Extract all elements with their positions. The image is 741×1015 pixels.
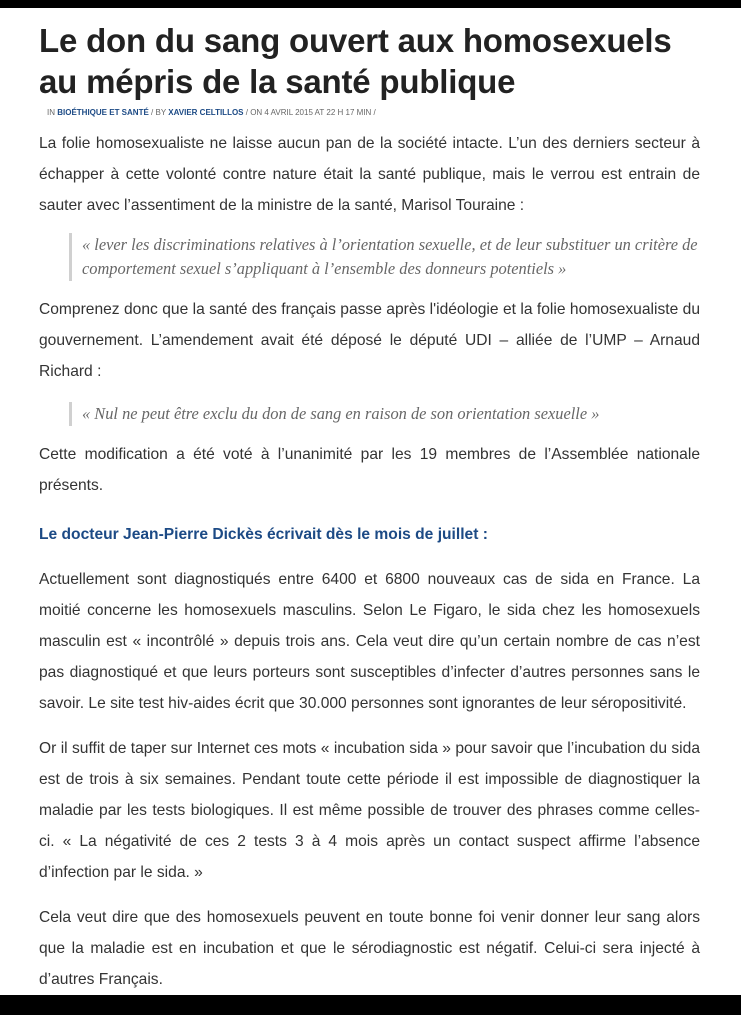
paragraph: Cette modification a été voté à l’unanimité par les 19 membres de l’Assemblée nationale présents. — [39, 446, 700, 494]
article-title: Le don du sang ouvert aux homosexuels au mépris de la santé publique — [39, 22, 672, 100]
top-frame-bar — [0, 0, 741, 8]
article-meta — [47, 107, 700, 119]
meta-date: / ON 4 AVRIL 2015 AT 22 H 17 MIN / — [245, 108, 376, 117]
article — [39, 8, 700, 995]
subheading: Le docteur Jean-Pierre Dickès écrivait dès le mois de juillet : — [39, 526, 488, 543]
bottom-frame-bar — [0, 995, 741, 1015]
paragraph: Comprenez donc que la santé des français passe après l'idéologie et la folie homosexualiste du gouvernement. L’amendement avait été déposé le député UDI – alliée de l’UMP – Arnaud Richard : — [39, 301, 700, 380]
paragraph: Actuellement sont diagnostiqués entre 6400 et 6800 nouveaux cas de sida en France. La moitié concerne les homosexuels masculins. Selon Le Figaro, le sida chez les homosexuels masculin est « incontrôlé » depuis trois ans. Cela veut dire qu’un certain nombre de cas n’est pas diagnostiqué et que leurs porteurs sont susceptibles d’infecter d’autres personnes sans le savoir. Le site test hiv-aides écrit que 30.000 personnes sont ignorantes de leur séropositivité. — [39, 571, 700, 712]
meta-in-label: IN — [47, 108, 55, 117]
author-link[interactable]: XAVIER CELTILLOS — [168, 108, 244, 117]
blockquote: « Nul ne peut être exclu du don de sang en raison de son orientation sexuelle » — [69, 402, 700, 426]
paragraph: Or il suffit de taper sur Internet ces mots « incubation sida » pour savoir que l’incubation du sida est de trois à six semaines. Pendant toute cette période il est impossible de diagnostiquer la maladie par les tests biologiques. Il est même possible de trouver des phrases comme celles-ci. « La négativité de ces 2 tests 3 à 4 mois après un contact suspect affirme l’absence d’infection par le sida. » — [39, 740, 700, 881]
meta-by-label: / BY — [151, 108, 167, 117]
category-link[interactable]: BIOÉTHIQUE ET SANTÉ — [57, 108, 149, 117]
blockquote: « lever les discriminations relatives à l’orientation sexuelle, et de leur substituer un critère de comportement sexuel s’appliquant à l’ensemble des donneurs potentiels » — [69, 233, 700, 281]
paragraph: Cela veut dire que des homosexuels peuvent en toute bonne foi venir donner leur sang alors que la maladie est en incubation et que le sérodiagnostic est négatif. Celui-ci sera injecté à d’autres Français. — [39, 909, 700, 988]
paragraph: La folie homosexualiste ne laisse aucun pan de la société intacte. L’un des derniers secteur à échapper à cette volonté contre nature était la santé publique, mais le verrou est entrain de sauter avec l’assentiment de la ministre de la santé, Marisol Touraine : — [39, 135, 700, 214]
